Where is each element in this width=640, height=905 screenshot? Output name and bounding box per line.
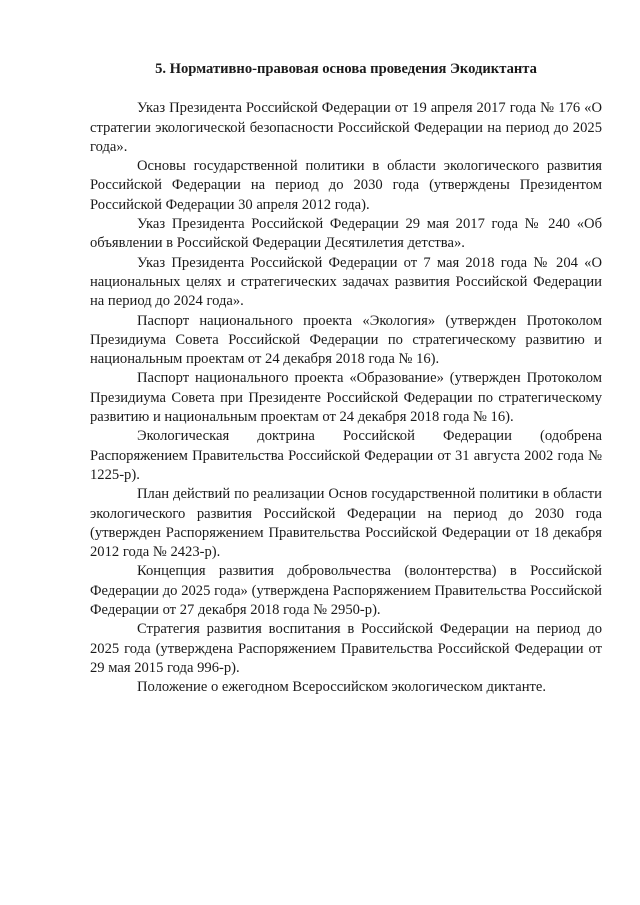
paragraph-ecology-policy-basics: Основы государственной политики в области экологического развития Российской Федерации на период до 2030 года (утверждены Президентом Российской Федерации 30 апреля 2012 года). <box>90 158 602 213</box>
paragraph-education-project-passport: Паспорт национального проекта «Образование» (утвержден Протоколом Президиума Совета при Президенте Российской Федерации по стратегическому развитию и национальным проектам от 24 декабря 2018 года № 16). <box>90 370 602 426</box>
paragraph-decree-240: Указ Президента Российской Федерации 29 мая 2017 года № 240 «Об объявлении в Российской Федерации Десятилетия детства». <box>90 216 602 252</box>
paragraph-dictation-regulation: Положение о ежегодном Всероссийском экологическом диктанте. <box>137 679 547 696</box>
paragraph-ecology-project-passport: Паспорт национального проекта «Экология» (утвержден Протоколом Президиума Совета Российской Федерации по стратегическому развитию и национальным проектам от 24 декабря 2018 года № 16). <box>90 312 602 368</box>
paragraph-upbringing-strategy: Стратегия развития воспитания в Российской Федерации на период до 2025 года (утверждена Распоряжением Правительства Российской Федерации от 29 мая 2015 года 996-р). <box>90 621 602 676</box>
paragraph-ecological-doctrine: Экологическая доктрина Российской Федерации (одобрена Распоряжением Правительства Российской Федерации от 31 августа 2002 года № 1225-р). <box>90 428 602 483</box>
paragraph-decree-176: Указ Президента Российской Федерации от 19 апреля 2017 года № 176 «О стратегии экологической безопасности Российской Федерации на период до 2025 года». <box>90 100 602 155</box>
section-title: 5. Нормативно-правовая основа проведения Экодиктанта <box>155 61 537 77</box>
document-page <box>90 60 602 698</box>
paragraph-action-plan: План действий по реализации Основ государственной политики в области экологического развития Российской Федерации на период до 2030 года (утвержден Распоряжением Правительства Российской Федерации от 18 декабря 2012 года № 2423-р). <box>90 486 602 561</box>
paragraph-volunteering-concept: Концепция развития добровольчества (волонтерства) в Российской Федерации до 2025 года» (утверждена Распоряжением Правительства Российской Федерации от 27 декабря 2018 года № 2950-р). <box>90 563 602 619</box>
paragraph-decree-204: Указ Президента Российской Федерации от 7 мая 2018 года № 204 «О национальных целях и стратегических задачах развития Российской Федерации на период до 2024 года». <box>90 254 602 310</box>
